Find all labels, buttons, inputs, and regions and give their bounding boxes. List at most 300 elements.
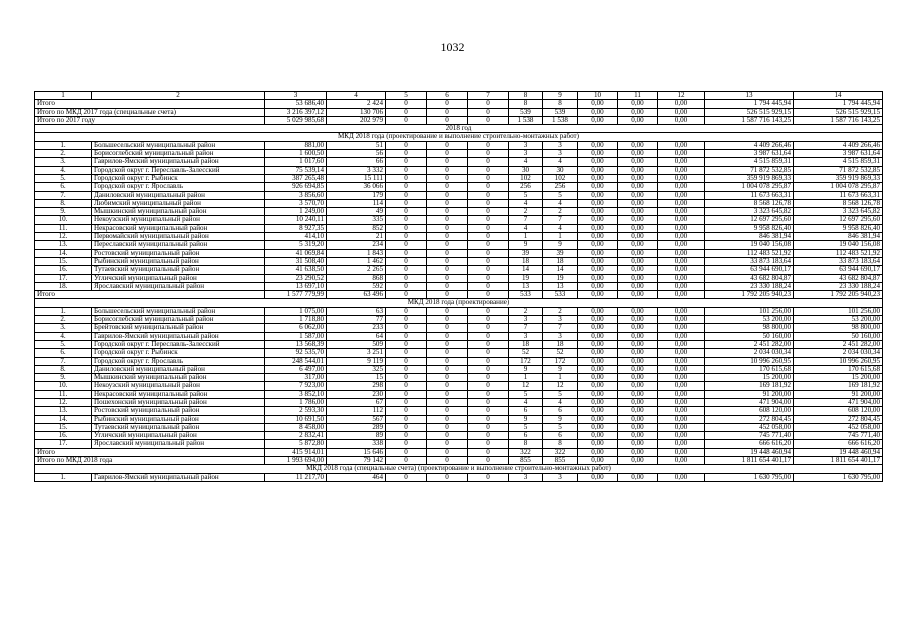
table-cell: 9 xyxy=(543,365,578,373)
table-cell: 7. xyxy=(35,357,92,365)
table-cell: 18. xyxy=(35,282,92,290)
table-row xyxy=(35,266,883,274)
table-cell: 50 160,00 xyxy=(794,332,883,340)
table-cell: 0 xyxy=(427,141,468,149)
table-cell: 322 xyxy=(509,448,543,456)
table-cell: 0 xyxy=(468,332,509,340)
total-row xyxy=(35,108,883,116)
table-cell: 0 xyxy=(468,141,509,149)
table-cell: 0,00 xyxy=(658,415,705,423)
table-cell: 0 xyxy=(427,257,468,265)
section-heading-row xyxy=(35,133,883,141)
table-cell: 0,00 xyxy=(618,174,658,182)
table-cell: 0,00 xyxy=(578,332,618,340)
table-cell: 846 381,94 xyxy=(794,233,883,241)
table-row xyxy=(35,174,883,182)
header-cell: 10 xyxy=(578,92,618,100)
table-cell: 0,00 xyxy=(578,291,618,299)
table-cell: 21 xyxy=(327,233,386,241)
table-cell: 1 600,50 xyxy=(265,150,327,158)
table-cell: 256 xyxy=(509,183,543,191)
table-row xyxy=(35,141,883,149)
table-row xyxy=(35,216,883,224)
table-cell: 0,00 xyxy=(658,332,705,340)
table-cell: 464 xyxy=(327,473,386,481)
table-cell: 4 xyxy=(509,224,543,232)
table-cell: 1 811 654 401,17 xyxy=(705,457,794,465)
table-cell: Мышкинский муниципальный район xyxy=(92,374,265,382)
table-cell: 0 xyxy=(386,199,427,207)
table-cell: 5 xyxy=(509,191,543,199)
table-cell: 8 xyxy=(509,440,543,448)
table-cell: 0,00 xyxy=(658,100,705,108)
table-cell: 0,00 xyxy=(658,166,705,174)
table-cell: 0 xyxy=(386,249,427,257)
table-cell: 0 xyxy=(427,448,468,456)
table-cell: 359 919 869,33 xyxy=(794,174,883,182)
table-cell: 0,00 xyxy=(578,191,618,199)
table-cell: 15 200,00 xyxy=(705,374,794,382)
table-cell: 0,00 xyxy=(578,398,618,406)
table-cell: 317,00 xyxy=(265,374,327,382)
table-cell: 14. xyxy=(35,415,92,423)
table-cell: 67 xyxy=(327,398,386,406)
table-cell: 0 xyxy=(427,316,468,324)
table-cell: 0,00 xyxy=(658,141,705,149)
table-cell: 23 290,52 xyxy=(265,274,327,282)
table-cell: 0 xyxy=(427,266,468,274)
table-cell: 0,00 xyxy=(618,407,658,415)
table-cell: 11 673 663,31 xyxy=(794,191,883,199)
table-cell: 0,00 xyxy=(658,340,705,348)
table-cell: 202 979 xyxy=(327,116,386,124)
table-cell: 1 993 694,00 xyxy=(265,457,327,465)
table-cell: 272 804,45 xyxy=(705,415,794,423)
table-cell: 0 xyxy=(386,407,427,415)
table-row xyxy=(35,415,883,423)
table-cell: 39 xyxy=(543,249,578,257)
table-cell: 17. xyxy=(35,440,92,448)
table-cell: 0 xyxy=(427,233,468,241)
table-cell: 0 xyxy=(427,382,468,390)
table-cell: 471 904,00 xyxy=(794,398,883,406)
table-cell: 0,00 xyxy=(618,158,658,166)
table-cell: 3 xyxy=(509,316,543,324)
table-cell: 0 xyxy=(468,274,509,282)
table-cell: 14 xyxy=(509,266,543,274)
table-cell: 1 630 795,00 xyxy=(705,473,794,481)
table-row xyxy=(35,257,883,265)
table-cell: 23 330 188,24 xyxy=(794,282,883,290)
table-cell: 16. xyxy=(35,432,92,440)
table-cell: 325 xyxy=(327,365,386,373)
table-cell: Переславский муниципальный район xyxy=(92,241,265,249)
table-cell: 0,00 xyxy=(658,174,705,182)
table-cell: 0 xyxy=(427,340,468,348)
table-cell: 0 xyxy=(468,224,509,232)
table-cell: 53 200,00 xyxy=(705,316,794,324)
table-cell: 1. xyxy=(35,473,92,481)
table-cell: 0 xyxy=(468,233,509,241)
table-cell: 9 xyxy=(543,241,578,249)
table-cell: 0,00 xyxy=(658,274,705,282)
table-cell: 0 xyxy=(386,266,427,274)
table-cell: 9 119 xyxy=(327,357,386,365)
table-cell: 0 xyxy=(427,174,468,182)
table-cell: 0 xyxy=(386,473,427,481)
table-cell: Брейтовский муниципальный район xyxy=(92,324,265,332)
table-cell: 0 xyxy=(468,415,509,423)
table-row xyxy=(35,382,883,390)
table-cell: 7. xyxy=(35,191,92,199)
table-cell: Городской округ г. Ярославль xyxy=(92,357,265,365)
table-cell: 4 xyxy=(543,199,578,207)
table-cell: 0,00 xyxy=(658,440,705,448)
table-cell: Гаврилов-Ямский муниципальный район xyxy=(92,473,265,481)
table-cell: 0 xyxy=(427,407,468,415)
table-cell: 0 xyxy=(468,432,509,440)
table-row xyxy=(35,349,883,357)
table-cell: 17. xyxy=(35,274,92,282)
table-row xyxy=(35,340,883,348)
table-cell: 3. xyxy=(35,158,92,166)
table-cell: 0,00 xyxy=(578,440,618,448)
table-cell: 2 xyxy=(509,208,543,216)
table-cell: 2 xyxy=(543,208,578,216)
table-cell: 12 xyxy=(509,382,543,390)
table-cell: 0,00 xyxy=(578,423,618,431)
table-cell: 0,00 xyxy=(578,141,618,149)
table-cell: 12. xyxy=(35,398,92,406)
table-cell: 9. xyxy=(35,374,92,382)
table-cell: 0 xyxy=(427,150,468,158)
table-cell: 11. xyxy=(35,390,92,398)
total-row xyxy=(35,457,883,465)
table-cell: 0,00 xyxy=(658,365,705,373)
table-cell: 0 xyxy=(468,100,509,108)
table-cell: 18 xyxy=(509,257,543,265)
table-row xyxy=(35,316,883,324)
table-cell: 6 497,00 xyxy=(265,365,327,373)
table-cell: 272 804,45 xyxy=(794,415,883,423)
section-heading-row xyxy=(35,125,883,133)
table-cell: 23 330 188,24 xyxy=(705,282,794,290)
header-cell: 12 xyxy=(658,92,705,100)
table-cell: 0,00 xyxy=(618,241,658,249)
table-cell: 12 697 295,60 xyxy=(705,216,794,224)
table-cell: 338 xyxy=(327,440,386,448)
table-cell: 0,00 xyxy=(618,324,658,332)
table-cell: 0,00 xyxy=(578,257,618,265)
table-row xyxy=(35,282,883,290)
table-cell: Рыбинский муниципальный район xyxy=(92,257,265,265)
table-cell: 0,00 xyxy=(658,398,705,406)
table-cell: 8 xyxy=(509,100,543,108)
table-cell: 13 xyxy=(509,282,543,290)
table-cell: Борисоглебский муниципальный район xyxy=(92,150,265,158)
table-cell: 256 xyxy=(543,183,578,191)
table-cell: 0 xyxy=(427,291,468,299)
table-cell: 89 xyxy=(327,432,386,440)
table-cell: 0 xyxy=(427,241,468,249)
table-cell: 71 872 532,85 xyxy=(794,166,883,174)
table-cell: 3 852,10 xyxy=(265,390,327,398)
table-cell: 0 xyxy=(386,448,427,456)
total-label: Итого xyxy=(35,291,265,299)
table-cell: 16. xyxy=(35,266,92,274)
table-cell: Тутаевский муниципальный район xyxy=(92,423,265,431)
table-cell: 172 xyxy=(543,357,578,365)
table-cell: 0,00 xyxy=(578,116,618,124)
table-cell: Борисоглебский муниципальный район xyxy=(92,316,265,324)
table-cell: 4 515 859,31 xyxy=(794,158,883,166)
table-cell: 533 xyxy=(509,291,543,299)
table-cell: 0 xyxy=(386,390,427,398)
table-row xyxy=(35,473,883,481)
table-row xyxy=(35,357,883,365)
table-cell: 1 786,00 xyxy=(265,398,327,406)
table-cell: 3 323 645,82 xyxy=(705,208,794,216)
table-cell: 3 856,60 xyxy=(265,191,327,199)
table-cell: 9 xyxy=(509,415,543,423)
header-cell: 11 xyxy=(618,92,658,100)
table-cell: 1 004 078 295,87 xyxy=(705,183,794,191)
table-cell: 0,00 xyxy=(578,208,618,216)
table-cell: 13. xyxy=(35,407,92,415)
table-cell: 0,00 xyxy=(658,390,705,398)
table-cell: 112 483 521,92 xyxy=(794,249,883,257)
table-cell: 10. xyxy=(35,382,92,390)
table-cell: 0,00 xyxy=(578,274,618,282)
table-cell: 1 462 xyxy=(327,257,386,265)
table-cell: 0,00 xyxy=(618,423,658,431)
table-cell: 0 xyxy=(427,307,468,315)
table-cell: 0 xyxy=(386,398,427,406)
table-row xyxy=(35,423,883,431)
table-cell: 10 691,50 xyxy=(265,415,327,423)
table-cell: 0,00 xyxy=(658,199,705,207)
table-cell: 0 xyxy=(427,191,468,199)
table-cell: 0,00 xyxy=(618,307,658,315)
table-cell: 0,00 xyxy=(618,473,658,481)
table-cell: 0 xyxy=(427,423,468,431)
table-cell: 9 xyxy=(509,365,543,373)
table-cell: 414,10 xyxy=(265,233,327,241)
table-cell: 1 811 654 401,17 xyxy=(794,457,883,465)
table-cell: 0 xyxy=(468,316,509,324)
table-cell: 8 xyxy=(543,100,578,108)
table-cell: 0,00 xyxy=(578,340,618,348)
table-cell: 0 xyxy=(386,150,427,158)
table-cell: 0 xyxy=(468,257,509,265)
table-cell: 0 xyxy=(427,415,468,423)
table-cell: 0,00 xyxy=(658,191,705,199)
table-cell: 0 xyxy=(386,291,427,299)
table-cell: 33 873 183,64 xyxy=(794,257,883,265)
table-cell: 1 xyxy=(509,374,543,382)
table-cell: 5 xyxy=(543,191,578,199)
table-cell: 2. xyxy=(35,150,92,158)
table-cell: 13 697,10 xyxy=(265,282,327,290)
table-cell: 1 718,80 xyxy=(265,316,327,324)
table-cell: 0,00 xyxy=(618,382,658,390)
table-cell: 0,00 xyxy=(618,316,658,324)
table-cell: 91 200,00 xyxy=(794,390,883,398)
table-cell: 0,00 xyxy=(618,208,658,216)
table-cell: 0 xyxy=(386,224,427,232)
table-cell: 0,00 xyxy=(658,116,705,124)
table-cell: 1 xyxy=(543,374,578,382)
table-cell: 98 800,00 xyxy=(705,324,794,332)
table-cell: 0 xyxy=(427,398,468,406)
table-cell: 169 181,92 xyxy=(705,382,794,390)
table-row xyxy=(35,332,883,340)
table-cell: 4 xyxy=(509,398,543,406)
table-cell: 0 xyxy=(468,382,509,390)
table-cell: 4 409 266,46 xyxy=(794,141,883,149)
table-cell: 4 515 859,31 xyxy=(705,158,794,166)
table-cell: 0,00 xyxy=(578,457,618,465)
table-row xyxy=(35,407,883,415)
table-cell: 0 xyxy=(468,324,509,332)
table-cell: 0 xyxy=(386,191,427,199)
table-cell: 0,00 xyxy=(578,390,618,398)
table-row xyxy=(35,432,883,440)
table-cell: 64 xyxy=(327,332,386,340)
table-cell: 4 409 266,46 xyxy=(705,141,794,149)
table-cell: 0,00 xyxy=(578,365,618,373)
table-cell: 0,00 xyxy=(578,473,618,481)
table-cell: 0,00 xyxy=(658,374,705,382)
table-cell: 0,00 xyxy=(578,158,618,166)
table-cell: 0 xyxy=(386,374,427,382)
table-cell: 3 987 631,64 xyxy=(794,150,883,158)
table-cell: 0,00 xyxy=(658,233,705,241)
table-cell: Ростовский муниципальный район xyxy=(92,407,265,415)
table-row xyxy=(35,390,883,398)
section-heading: 2018 год xyxy=(35,125,883,133)
table-cell: 56 xyxy=(327,150,386,158)
table-cell: Даниловский муниципальный район xyxy=(92,365,265,373)
table-cell: 4. xyxy=(35,332,92,340)
table-cell: 66 xyxy=(327,158,386,166)
header-cell: 5 xyxy=(386,92,427,100)
table-cell: 43 682 804,87 xyxy=(794,274,883,282)
table-cell: 7 xyxy=(509,216,543,224)
table-cell: 471 904,00 xyxy=(705,398,794,406)
total-row xyxy=(35,291,883,299)
table-cell: 868 xyxy=(327,274,386,282)
table-cell: 2 832,41 xyxy=(265,432,327,440)
table-cell: 30 xyxy=(509,166,543,174)
table-cell: 8 927,35 xyxy=(265,224,327,232)
table-cell: 0,00 xyxy=(618,199,658,207)
table-cell: 0,00 xyxy=(658,448,705,456)
table-cell: 0 xyxy=(386,274,427,282)
table-cell: 0,00 xyxy=(578,224,618,232)
table-cell: 98 800,00 xyxy=(794,324,883,332)
table-row xyxy=(35,191,883,199)
table-cell: 1 075,00 xyxy=(265,307,327,315)
table-cell: 102 xyxy=(543,174,578,182)
table-cell: 8. xyxy=(35,365,92,373)
table-cell: 0 xyxy=(386,415,427,423)
table-cell: 0 xyxy=(427,332,468,340)
table-cell: 2 034 030,34 xyxy=(794,349,883,357)
table-cell: 0,00 xyxy=(618,183,658,191)
table-cell: Ярославский муниципальный район xyxy=(92,282,265,290)
table-cell: 50 160,00 xyxy=(705,332,794,340)
table-cell: 1 792 205 940,23 xyxy=(705,291,794,299)
table-cell: 11 673 663,31 xyxy=(705,191,794,199)
table-cell: 0,00 xyxy=(618,357,658,365)
table-cell: 0 xyxy=(468,150,509,158)
table-cell: 4 xyxy=(543,158,578,166)
table-row xyxy=(35,199,883,207)
table-cell: 41 638,50 xyxy=(265,266,327,274)
table-row xyxy=(35,374,883,382)
table-cell: 3 xyxy=(509,141,543,149)
table-cell: 15 200,00 xyxy=(794,374,883,382)
table-cell: 0,00 xyxy=(618,390,658,398)
table-cell: 0,00 xyxy=(578,100,618,108)
total-label: Итого по МКД 2017 года (специальные счета) xyxy=(35,108,265,116)
table-cell: 233 xyxy=(327,324,386,332)
total-row xyxy=(35,448,883,456)
table-cell: 0,00 xyxy=(618,150,658,158)
table-cell: 359 919 869,33 xyxy=(705,174,794,182)
table-cell: 2 424 xyxy=(327,100,386,108)
table-cell: 0 xyxy=(468,407,509,415)
table-cell: 49 xyxy=(327,208,386,216)
table-cell: 63 xyxy=(327,307,386,315)
table-cell: 5 xyxy=(509,390,543,398)
table-cell: 9 958 826,40 xyxy=(794,224,883,232)
table-cell: 0,00 xyxy=(658,324,705,332)
table-cell: 0,00 xyxy=(578,316,618,324)
table-cell: 15. xyxy=(35,257,92,265)
table-cell: 0 xyxy=(427,116,468,124)
table-cell: 0,00 xyxy=(658,457,705,465)
table-cell: Любимский муниципальный район xyxy=(92,199,265,207)
table-cell: Первомайский муниципальный район xyxy=(92,233,265,241)
table-cell: 1 792 205 940,23 xyxy=(794,291,883,299)
header-cell: 6 xyxy=(427,92,468,100)
table-cell: 0 xyxy=(468,423,509,431)
table-cell: 0,00 xyxy=(578,382,618,390)
table-cell: 101 256,00 xyxy=(794,307,883,315)
table-cell: 0,00 xyxy=(658,473,705,481)
table-cell: 1 xyxy=(543,233,578,241)
table-row xyxy=(35,249,883,257)
table-cell: 526 515 929,15 xyxy=(794,108,883,116)
table-cell: 2. xyxy=(35,316,92,324)
table-cell: 0,00 xyxy=(658,382,705,390)
table-cell: 0,00 xyxy=(658,224,705,232)
table-cell: Большесельский муниципальный район xyxy=(92,141,265,149)
table-cell: 0 xyxy=(386,332,427,340)
table-cell: 0,00 xyxy=(658,432,705,440)
table-cell: 31 508,40 xyxy=(265,257,327,265)
table-cell: 0,00 xyxy=(578,150,618,158)
table-cell: 666 616,20 xyxy=(705,440,794,448)
table-cell: 2 034 030,34 xyxy=(705,349,794,357)
table-cell: 0 xyxy=(468,390,509,398)
table-cell: 5 xyxy=(509,423,543,431)
total-label: Итого xyxy=(35,448,265,456)
header-cell: 8 xyxy=(509,92,543,100)
table-cell: 0 xyxy=(468,266,509,274)
